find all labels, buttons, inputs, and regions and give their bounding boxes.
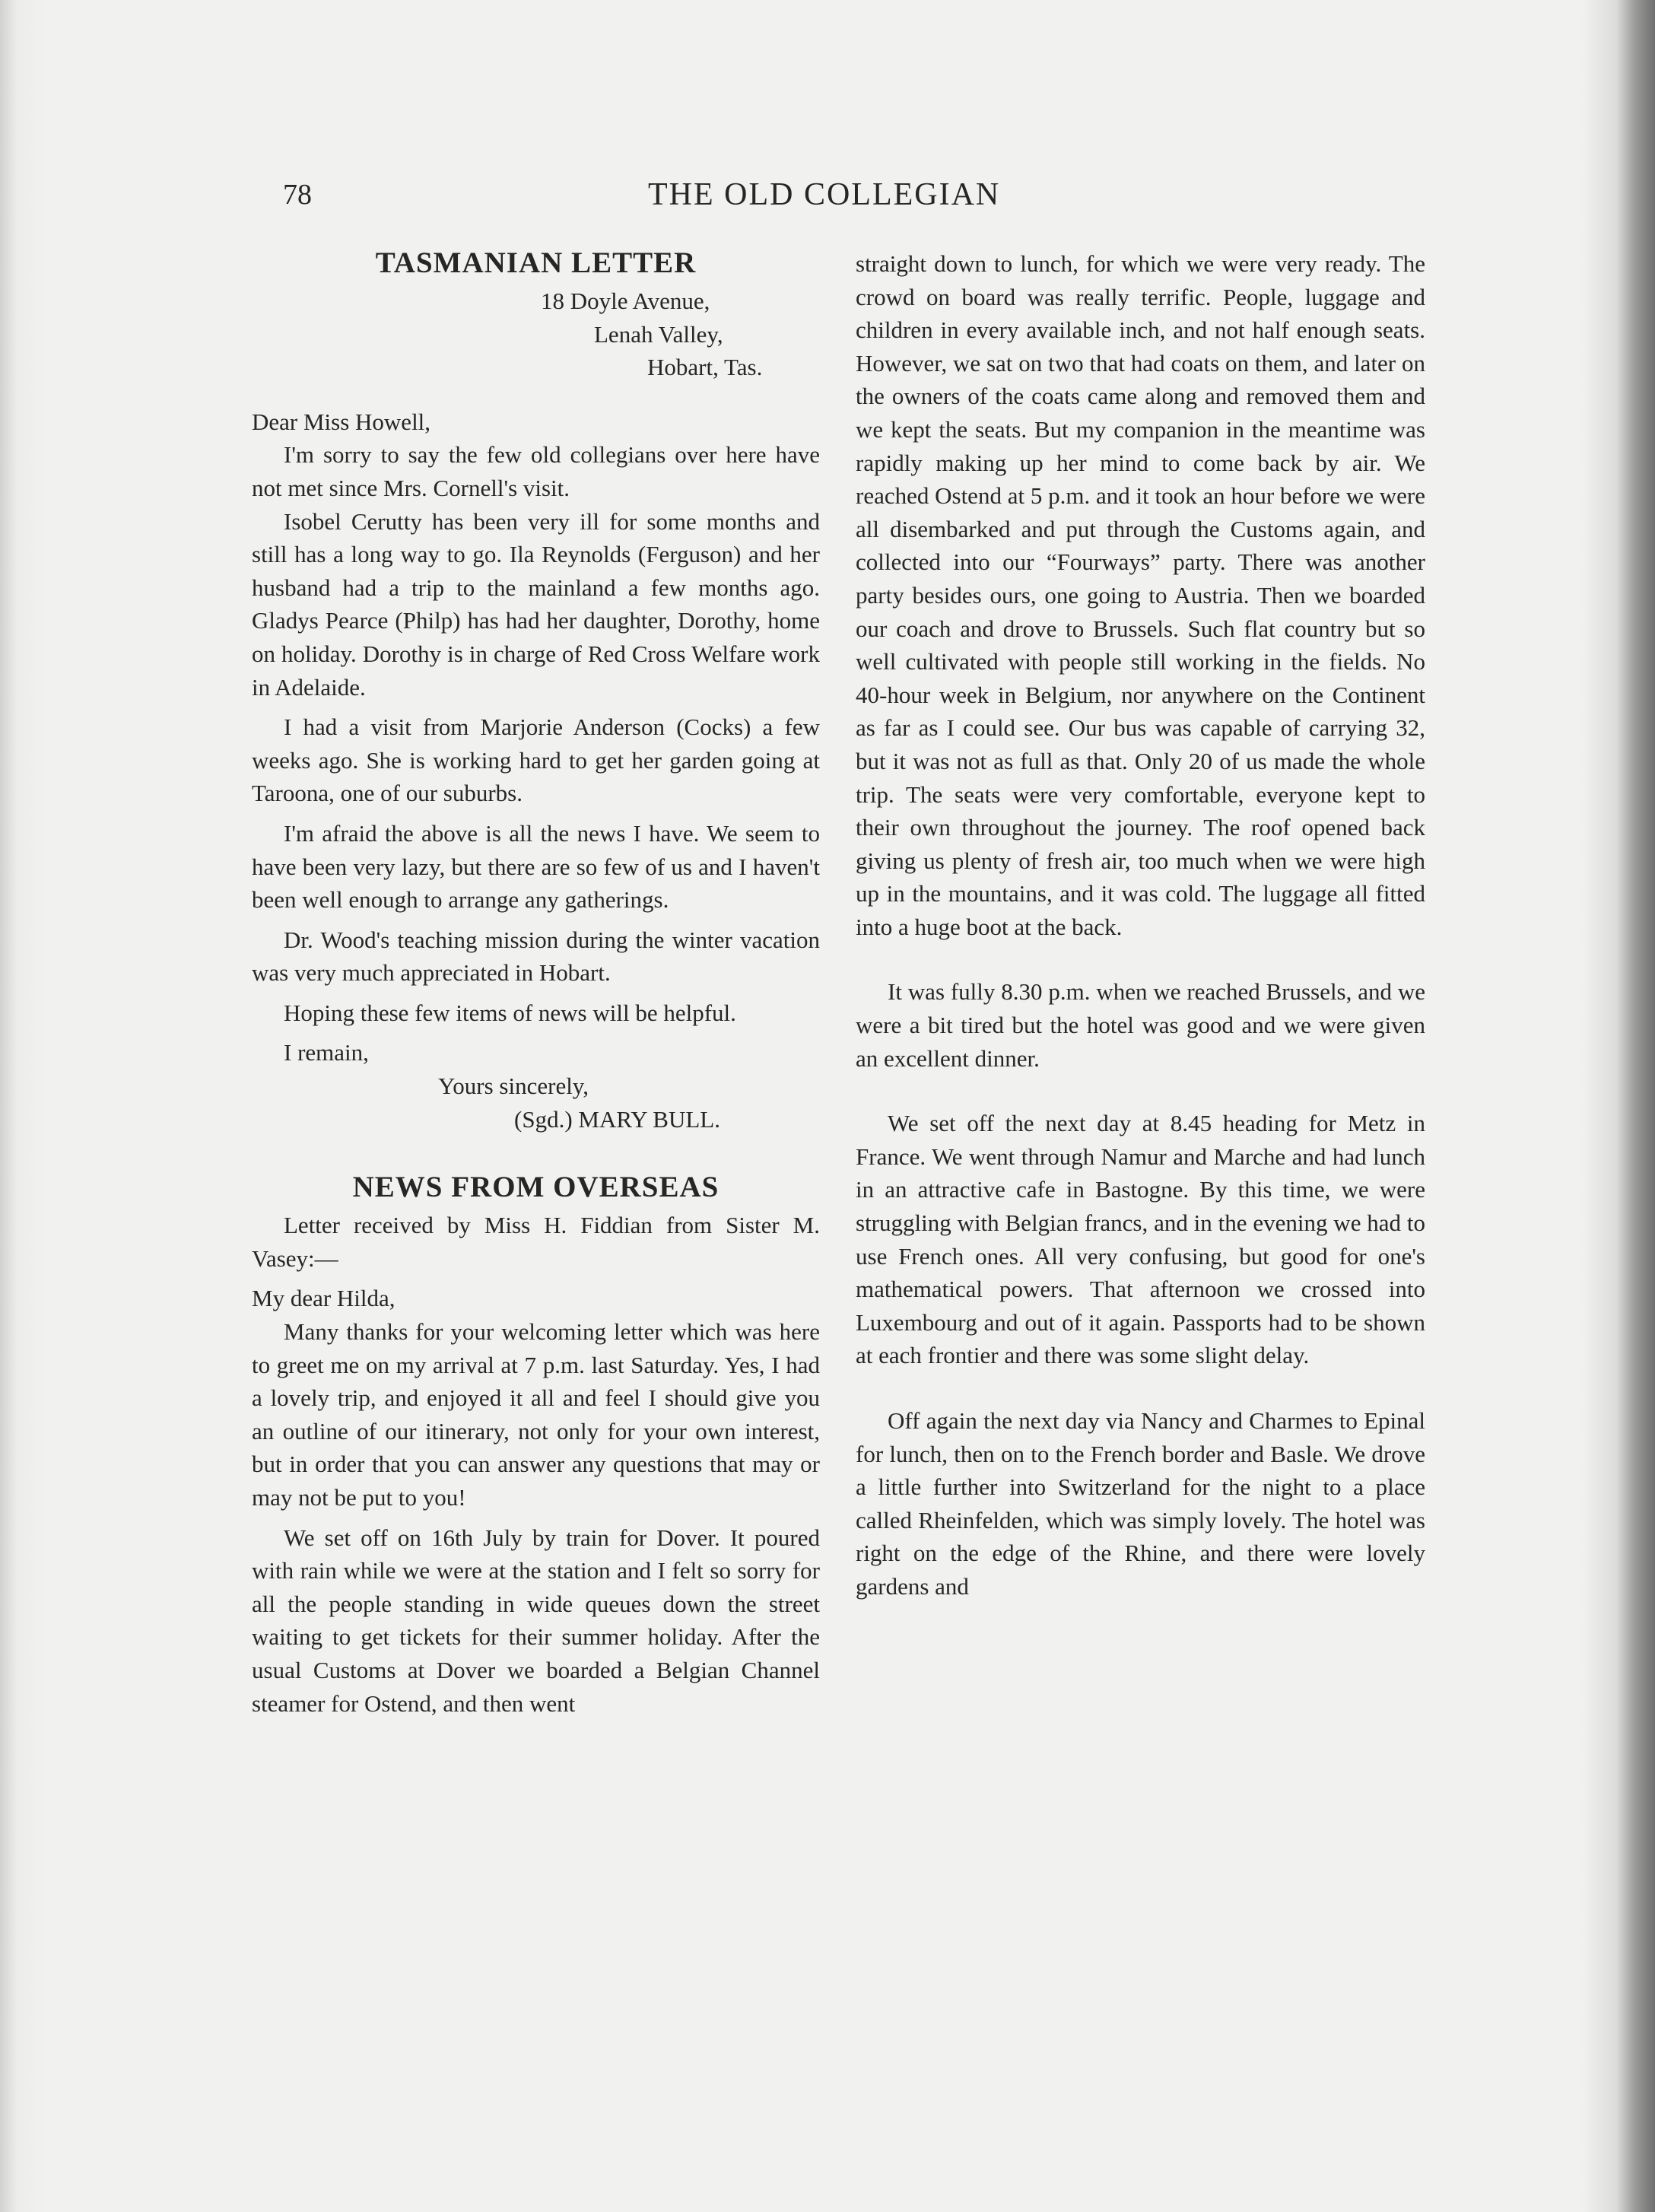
letter-paragraph: I had a visit from Marjorie Anderson (Cocks) a few weeks ago. She is working hard to get her garden going at Taroona, one of our suburbs.	[252, 713, 820, 807]
right-column	[856, 247, 1425, 1603]
letter-salutation: Dear Miss Howell,	[252, 408, 431, 435]
tasmanian-letter-heading: TASMANIAN LETTER	[375, 246, 697, 279]
letter-paragraph: Isobel Cerutty has been very ill for some months and still has a long way to go. Ila Reynolds (Ferguson) and her husband had a trip to the mainland a few months ago. Gladys Pearce (Philp) has had her daughter, Dorothy, home on holiday. Dorothy is in charge of Red Cross Welfare work in Adelaide.	[252, 507, 820, 701]
running-head-title: THE OLD COLLEGIAN	[648, 177, 1001, 212]
news-paragraph: It was fully 8.30 p.m. when we reached Brussels, and we were a bit tired but the hotel was good and we were given an excellent dinner.	[856, 978, 1425, 1072]
letter-closing: Yours sincerely,	[438, 1073, 589, 1100]
address-line: Hobart, Tas.	[647, 354, 763, 381]
news-overseas-heading: NEWS FROM OVERSEAS	[352, 1171, 719, 1204]
left-column	[252, 242, 820, 1720]
news-paragraph: We set off on 16th July by train for Dover. It poured with rain while we were at the station and I felt so sorry for all the people standing in wide queues down the street waiting to get tickets for their summer holiday. After the usual Customs at Dover we boarded a Belgian Channel steamer for Ostend, and then went	[252, 1524, 820, 1717]
news-paragraph: We set off the next day at 8.45 heading for Metz in France. We went through Namur and Marche and had lunch in an attractive cafe in Bastogne. By this time, we were struggling with Belgian francs, and in the evening we had to use French ones. All very confusing, but good for one's mathematical powers. That afternoon we crossed into Luxembourg and out of it again. Passports had to be shown at each frontier and there was some slight delay.	[856, 1110, 1425, 1369]
news-salutation: My dear Hilda,	[252, 1285, 395, 1312]
address-line: Lenah Valley,	[594, 320, 723, 348]
letter-paragraph: I'm afraid the above is all the news I have. We seem to have been very lazy, but there are so few of us and I haven't been well enough to arrange any gatherings.	[252, 819, 820, 914]
letter-signature: (Sgd.) MARY BULL.	[514, 1105, 720, 1133]
news-paragraph: Off again the next day via Nancy and Charmes to Epinal for lunch, then on to the French border and Basle. We drove a little further into Switzerland for the night to a place called Rheinfelden, which was simply lovely. The hotel was right on the edge of the Rhine, and there were lovely gardens and	[856, 1407, 1425, 1600]
letter-paragraph: I'm sorry to say the few old collegians over here have not met since Mrs. Cornell's visit.	[252, 441, 820, 501]
news-intro: Letter received by Miss H. Fiddian from Sister M. Vasey:—	[252, 1212, 820, 1272]
news-paragraph: straight down to lunch, for which we were very ready. The crowd on board was really terrific. People, luggage and children in every available inch, and not half enough seats. However, we sat on two that had coats on them, and later on the owners of the coats came along and removed them and we kept the seats. But my companion in the meantime was rapidly making up her mind to come back by air. We reached Ostend at 5 p.m. and it took an hour before we were all disembarked and put through the Customs again, and collected into our “Fourways” party. There was another party besides ours, one going to Austria. Then we boarded our coach and drove to Brussels. Such flat country but so well cultivated with people still working in the fields. No 40-hour week in Belgium, nor anywhere on the Continent as far as I could see. Our bus was capable of carrying 32, but it was not as full as that. Only 20 of us made the whole trip. The seats were very comfortable, everyone kept to their own throughout the journey. The roof opened back giving us plenty of fresh air, too much when we were high up in the mountains, and it was cold. The luggage all fitted into a huge boot at the back.	[856, 250, 1425, 940]
page-number: 78	[283, 179, 312, 211]
letter-sign-off: I remain,	[284, 1039, 369, 1066]
letter-paragraph: Dr. Wood's teaching mission during the winter vacation was very much appreciated in Hobart.	[252, 926, 820, 987]
news-paragraph: Many thanks for your welcoming letter which was here to greet me on my arrival at 7 p.m. last Saturday. Yes, I had a lovely trip, and enjoyed it all and feel I should give you an outline of our itinerary, not only for your own interest, but in order that you can answer any questions that may or may not be put to you!	[252, 1318, 820, 1511]
letter-paragraph: Hoping these few items of news will be helpful.	[284, 999, 736, 1026]
address-line: 18 Doyle Avenue,	[541, 288, 710, 314]
